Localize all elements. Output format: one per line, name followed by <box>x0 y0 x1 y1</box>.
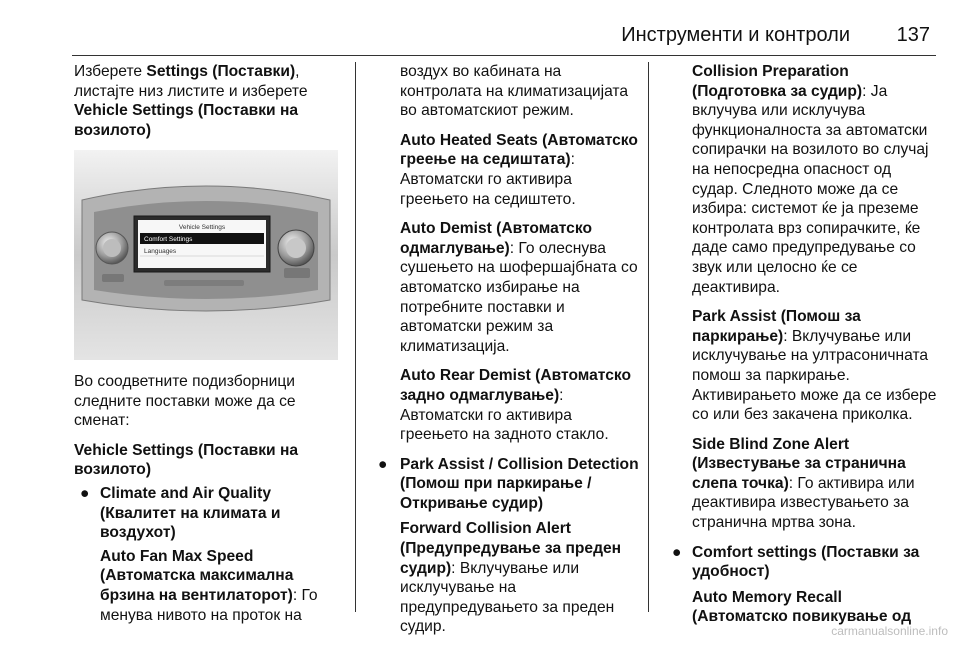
column-3 <box>666 62 938 637</box>
collision-prep-term: Collision Preparation (Подготовка за судир) <box>692 63 863 100</box>
settings-term: Settings (Поставки) <box>146 63 296 80</box>
page-number: 137 <box>896 24 930 46</box>
forward-collision-paragraph <box>372 519 640 637</box>
auto-demist-term: Auto Demist (Автоматско одмаглување) <box>400 220 592 257</box>
column-divider-2 <box>648 62 649 612</box>
section-title: Инструменти и контроли <box>621 24 850 46</box>
collision-prep-desc: : Ја вклучува или исклучува функционалноста за автоматски сопирачки на возилото во случај на непосредна опасност од судар. Следното може да се избира: системот ќе ја преземе контролата врз сопирачките, ќе даде само предупредување со звук или целосно ќе се деактивира. <box>692 82 929 296</box>
bullet-climate <box>74 484 344 543</box>
column-2 <box>372 62 640 647</box>
column-1 <box>74 62 344 150</box>
auto-fan-cont: воздух во кабината на контролата на климатизацијата во автоматскиот режим. <box>400 63 629 120</box>
auto-demist-paragraph <box>372 219 640 356</box>
comfort-heading: Comfort settings (Поставки за удобност) <box>692 543 920 581</box>
dashboard-illustration <box>74 150 338 360</box>
collision-prep-paragraph <box>666 62 938 297</box>
forward-collision-desc: : Вклучување или исклучување на предупредувањето за преден судир. <box>400 559 615 636</box>
climate-heading: Climate and Air Quality (Квалитет на климата и воздухот) <box>100 484 281 542</box>
auto-heated-seats-paragraph <box>372 131 640 209</box>
park-assist-paragraph <box>666 307 938 425</box>
side-blind-zone-paragraph <box>666 435 938 533</box>
intro-paragraph <box>74 62 344 140</box>
bullet-icon: ● <box>672 543 682 561</box>
bullet-comfort <box>666 543 938 582</box>
options-paragraph: Во соодветните подизборници следните поставки може да се сменат: <box>74 373 296 430</box>
screen-title: Vehicle Settings <box>178 224 226 231</box>
page-header <box>0 0 960 52</box>
intro-text: Изберете <box>74 63 147 80</box>
auto-rear-demist-desc: : Автоматски го активира греењето на задното стакло. <box>400 386 609 444</box>
auto-heated-seats-term: Auto Heated Seats (Автоматско греење на седиштата) <box>400 131 638 169</box>
forward-collision-term: Forward Collision Alert (Предупредување за преден судир) <box>400 520 622 577</box>
auto-fan-term: Auto Fan Max Speed (Автоматска максимална брзина на вентилаторот) <box>100 547 294 604</box>
side-blind-zone-desc: : Го активира или деактивира известувањето за странична мртва зона. <box>692 474 915 532</box>
auto-memory-recall-term: Auto Memory Recall (Автоматско повикување од <box>692 588 912 626</box>
bullet-park-assist <box>372 455 640 514</box>
column-1-lower <box>74 372 344 635</box>
bullet-icon: ● <box>80 484 90 502</box>
watermark[interactable]: carmanualsonline.info <box>831 624 948 638</box>
auto-fan-paragraph <box>74 547 344 625</box>
screen-item-comfort: Comfort Settings <box>144 236 193 243</box>
park-assist-term: Park Assist (Помош за паркирање) <box>692 308 861 345</box>
screen-item-languages: Languages <box>144 248 177 255</box>
vehicle-settings-term: Vehicle Settings (Поставки на возилото) <box>74 102 299 139</box>
column-divider-1 <box>355 62 356 612</box>
bullet-icon: ● <box>378 455 388 473</box>
park-assist-heading: Park Assist / Collision Detection (Помош при паркирање / Откривање судир) <box>400 455 639 512</box>
side-blind-zone-term: Side Blind Zone Alert (Известување за странична слепа точка) <box>692 435 906 492</box>
auto-demist-desc: : Го олеснува сушењето на шофершајбната со автоматско избирање на потребните поставки и автоматски режим за климатизација. <box>400 239 638 355</box>
header-divider <box>72 55 936 56</box>
intro-text-2: , листајте низ листите и изберете <box>74 63 308 100</box>
park-assist-desc: : Вклучување или исклучување на ултрасоничната помош за паркирање. Активирањето може да се избере со или без закачена приколка. <box>692 327 937 424</box>
auto-fan-desc: : Го менува нивото на проток на <box>100 586 318 624</box>
vehicle-settings-heading: Vehicle Settings (Поставки на возилото) <box>74 441 299 479</box>
auto-rear-demist-term: Auto Rear Demist (Автоматско задно одмаглување) <box>400 367 631 404</box>
infotainment-figure <box>74 150 338 360</box>
auto-heated-seats-desc: : Автоматски го активира греењето на седиштето. <box>400 151 576 208</box>
auto-rear-demist-paragraph <box>372 366 640 444</box>
